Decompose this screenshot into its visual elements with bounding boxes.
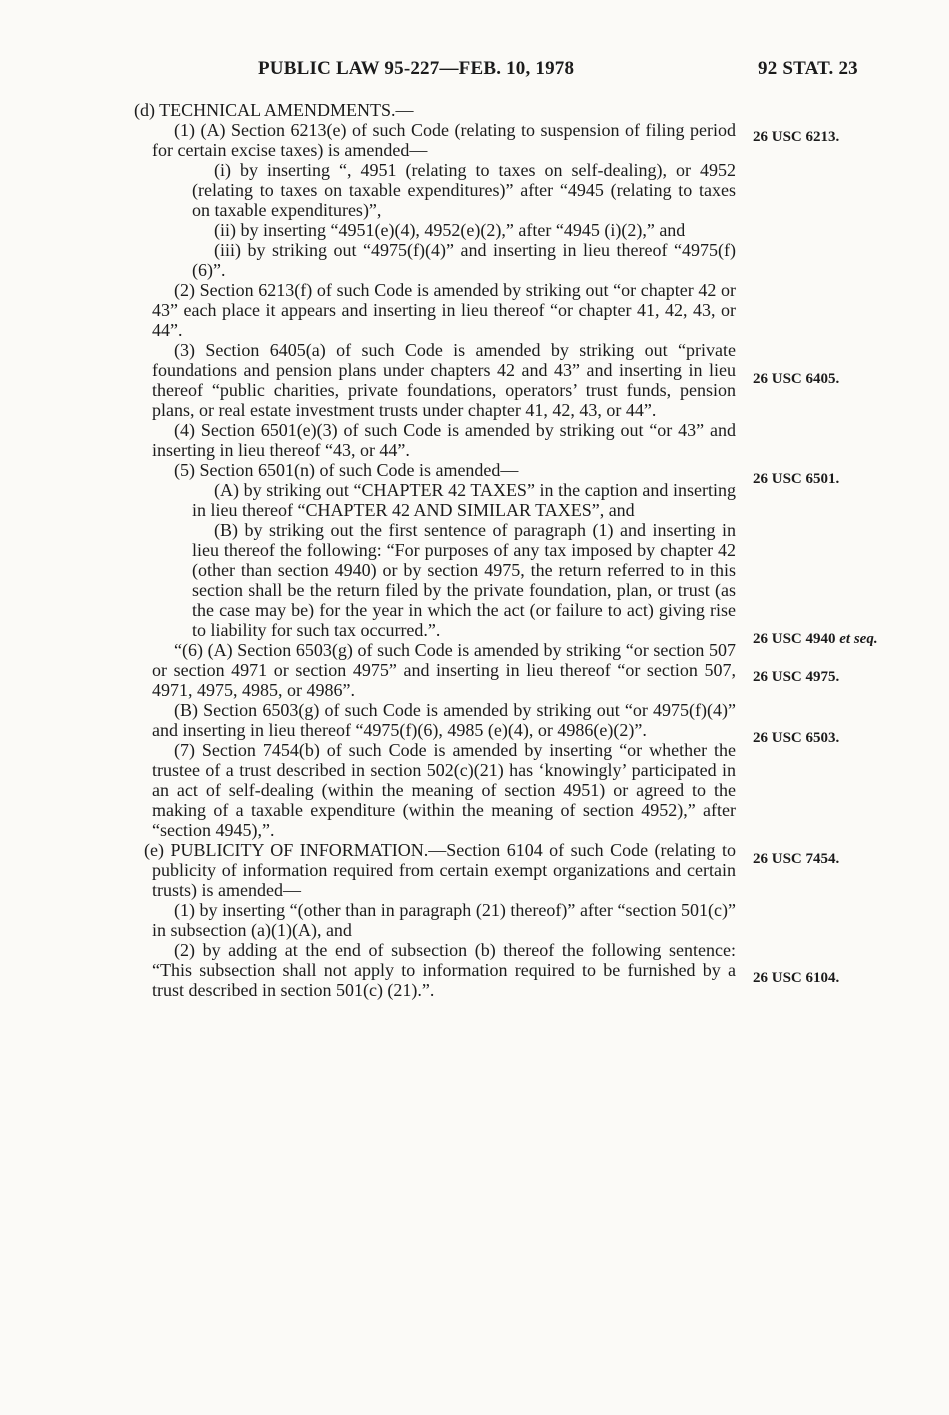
paragraph-6B: (B) Section 6503(g) of such Code is amended by striking out “or 4975(f)(4)” and inserting in lieu thereof “4975(f)(6), 4985 (e)(4), or 4986(e)(2)”. — [152, 700, 736, 740]
statute-body — [134, 100, 736, 1000]
subparagraph-5B: (B) by striking out the first sentence of paragraph (1) and inserting in lieu thereof the following: “For purposes of any tax imposed by chapter 42 (other than section 4940) or by section 4975, the return referred to in this section shall be the return filed by the private foundation, plan, or trust (as the case may be) for the year in which the act (or failure to act) giving rise to liability for such tax occurred.”. — [192, 520, 736, 640]
subparagraph-5A: (A) by striking out “CHAPTER 42 TAXES” in the caption and inserting in lieu thereof “CHAPTER 42 AND SIMILAR TAXES”, and — [192, 480, 736, 520]
paragraph-1A: (1) (A) Section 6213(e) of such Code (relating to suspension of filing period for certain excise taxes) is amended— — [152, 120, 736, 160]
subsection-e-heading: (e) PUBLICITY OF INFORMATION.—Section 6104 of such Code (relating to publicity of information required from certain exempt organizations and certain trusts) is amended— — [144, 840, 736, 900]
paragraph-4: (4) Section 6501(e)(3) of such Code is amended by striking out “or 43” and inserting in lieu thereof “43, or 44”. — [152, 420, 736, 460]
paragraph-5: (5) Section 6501(n) of such Code is amended— — [174, 460, 519, 480]
clause-1A-ii: (ii) by inserting “4951(e)(4), 4952(e)(2),” after “4945 (i)(2),” and — [214, 220, 686, 240]
margin-citation: 26 USC 6405. — [753, 371, 840, 387]
running-header-stat-page: 92 STAT. 23 — [758, 58, 858, 79]
clause-1A-iii: (iii) by striking out “4975(f)(4)” and inserting in lieu thereof “4975(f)(6)”. — [192, 240, 736, 280]
paragraph-e1: (1) by inserting “(other than in paragraph (21) thereof)” after “section 501(c)” in subsection (a)(1)(A), and — [152, 900, 736, 940]
margin-citation: 26 USC 6213. — [753, 129, 840, 145]
margin-citation: 26 USC 4975. — [753, 669, 840, 685]
margin-citation-multi — [753, 630, 903, 649]
margin-citation: 26 USC 6503. — [753, 730, 840, 746]
paragraph-2: (2) Section 6213(f) of such Code is amended by striking out “or chapter 42 or 43” each place it appears and inserting in lieu thereof “or chapter 41, 42, 43, or 44”. — [152, 280, 736, 340]
paragraph-7: (7) Section 7454(b) of such Code is amended by inserting “or whether the trustee of a trust described in section 502(c)(21) has ‘knowingly’ participated in an act of self-dealing (within the meaning of section 4951) or agreed to the making of a taxable expenditure (within the meaning of section 4952),” after “section 4945),”. — [152, 740, 736, 840]
paragraph-e2: (2) by adding at the end of subsection (b) thereof the following sentence: “This subsection shall not apply to information required to be furnished by a trust described in section 501(c) (21).”. — [152, 940, 736, 1000]
clause-1A-i: (i) by inserting “, 4951 (relating to taxes on self-dealing), or 4952 (relating to taxes on taxable expenditures)” after “4945 (relating to taxes on taxable expenditures)”, — [192, 160, 736, 220]
paragraph-3: (3) Section 6405(a) of such Code is amended by striking out “private foundations and pension plans under chapters 42 and 43” and inserting in lieu thereof “public charities, private foundations, operators’ trust funds, pension plans, or real estate investment trusts under chapter 41, 42, 43, or 44”. — [152, 340, 736, 420]
margin-citation: 26 USC 6104. — [753, 970, 840, 986]
subsection-d-heading: (d) TECHNICAL AMENDMENTS.— — [134, 100, 414, 120]
margin-citation: 26 USC 6501. — [753, 471, 840, 487]
paragraph-6A: “(6) (A) Section 6503(g) of such Code is amended by striking “or section 507 or section 4971 or section 4975” and inserting in lieu thereof “or section 507, 4971, 4975, 4985, or 4986”. — [152, 640, 736, 700]
margin-citation-suffix: et seq. — [839, 631, 878, 647]
running-header-title: PUBLIC LAW 95-227—FEB. 10, 1978 — [258, 58, 575, 79]
margin-citation-text: 26 USC 4940 — [753, 631, 836, 647]
margin-citation: 26 USC 7454. — [753, 851, 840, 867]
